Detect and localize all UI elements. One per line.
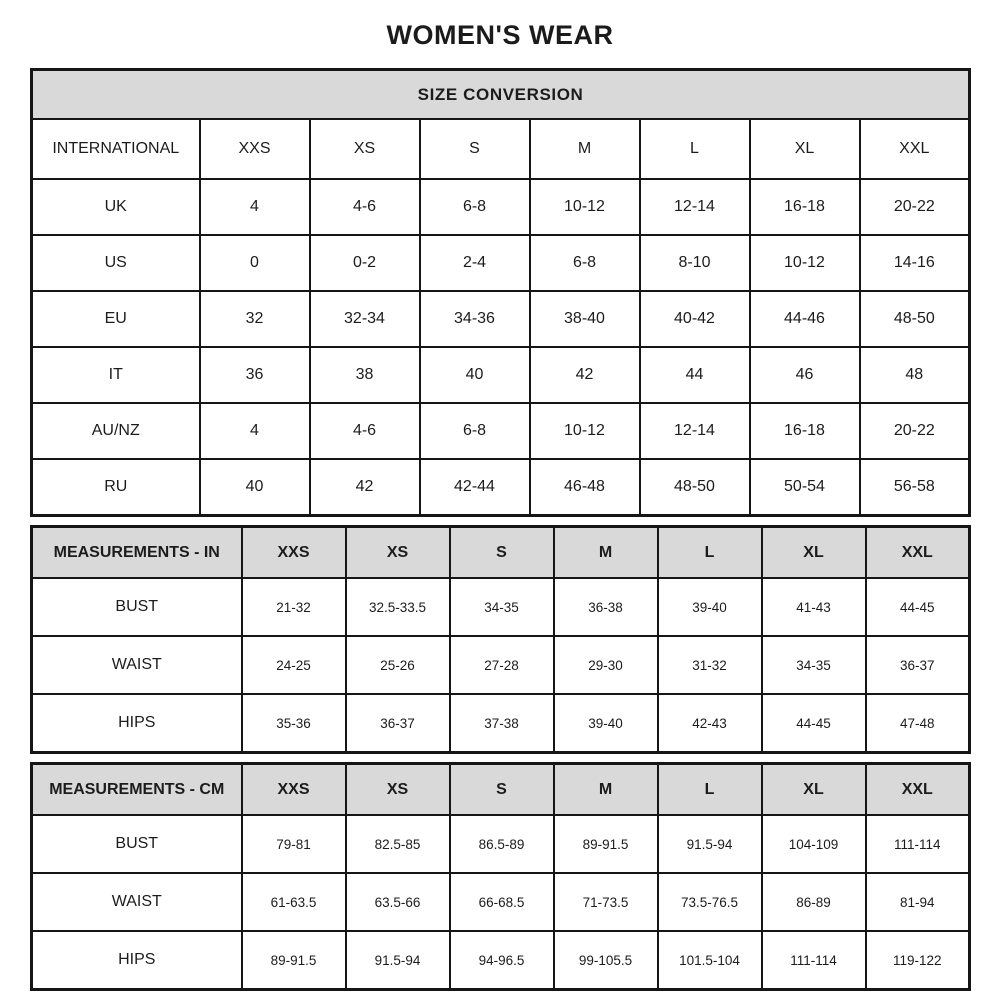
table-row xyxy=(32,873,970,931)
size-value-cell: 6-8 xyxy=(420,403,530,459)
size-value-cell: 20-22 xyxy=(860,179,970,235)
column-header: XS xyxy=(310,119,420,179)
table-row xyxy=(32,931,970,990)
row-label: RU xyxy=(32,459,200,516)
size-value-cell: 34-36 xyxy=(420,291,530,347)
table-row xyxy=(32,636,970,694)
row-label: BUST xyxy=(32,815,242,873)
table-title: MEASUREMENTS - CM xyxy=(32,764,242,816)
table-row xyxy=(32,235,970,291)
column-header: XXS xyxy=(242,764,346,816)
measurement-value-cell: 47-48 xyxy=(866,694,970,753)
size-value-cell: 14-16 xyxy=(860,235,970,291)
measurement-value-cell: 86-89 xyxy=(762,873,866,931)
measurement-value-cell: 29-30 xyxy=(554,636,658,694)
table-row xyxy=(32,578,970,636)
table-row xyxy=(32,179,970,235)
measurement-value-cell: 37-38 xyxy=(450,694,554,753)
column-header: XXL xyxy=(860,119,970,179)
measurement-value-cell: 42-43 xyxy=(658,694,762,753)
table-row xyxy=(32,291,970,347)
measurement-value-cell: 44-45 xyxy=(866,578,970,636)
measurement-value-cell: 66-68.5 xyxy=(450,873,554,931)
row-label: UK xyxy=(32,179,200,235)
measurement-value-cell: 89-91.5 xyxy=(554,815,658,873)
measurement-value-cell: 81-94 xyxy=(866,873,970,931)
measurement-value-cell: 94-96.5 xyxy=(450,931,554,990)
size-value-cell: 20-22 xyxy=(860,403,970,459)
size-value-cell: 4-6 xyxy=(310,403,420,459)
column-header: M xyxy=(530,119,640,179)
size-value-cell: 4-6 xyxy=(310,179,420,235)
measurement-value-cell: 39-40 xyxy=(658,578,762,636)
size-value-cell: 6-8 xyxy=(530,235,640,291)
measurement-value-cell: 41-43 xyxy=(762,578,866,636)
column-header: XL xyxy=(750,119,860,179)
row-label: US xyxy=(32,235,200,291)
size-value-cell: 0 xyxy=(200,235,310,291)
size-value-cell: 38 xyxy=(310,347,420,403)
row-label: WAIST xyxy=(32,636,242,694)
table-row xyxy=(32,815,970,873)
column-header-row xyxy=(32,119,970,179)
size-value-cell: 32-34 xyxy=(310,291,420,347)
size-value-cell: 40-42 xyxy=(640,291,750,347)
column-header: S xyxy=(450,764,554,816)
column-header: M xyxy=(554,764,658,816)
measurement-value-cell: 24-25 xyxy=(242,636,346,694)
measurement-value-cell: 61-63.5 xyxy=(242,873,346,931)
measurements-cm-table xyxy=(30,762,971,991)
measurement-value-cell: 21-32 xyxy=(242,578,346,636)
measurement-value-cell: 82.5-85 xyxy=(346,815,450,873)
measurement-value-cell: 32.5-33.5 xyxy=(346,578,450,636)
measurement-value-cell: 25-26 xyxy=(346,636,450,694)
size-value-cell: 42 xyxy=(530,347,640,403)
size-value-cell: 16-18 xyxy=(750,403,860,459)
size-value-cell: 40 xyxy=(420,347,530,403)
column-header: S xyxy=(420,119,530,179)
measurement-value-cell: 111-114 xyxy=(762,931,866,990)
measurement-value-cell: 104-109 xyxy=(762,815,866,873)
size-value-cell: 56-58 xyxy=(860,459,970,516)
row-label: WAIST xyxy=(32,873,242,931)
measurement-value-cell: 91.5-94 xyxy=(346,931,450,990)
table-row xyxy=(32,403,970,459)
size-value-cell: 38-40 xyxy=(530,291,640,347)
row-label: EU xyxy=(32,291,200,347)
size-value-cell: 46 xyxy=(750,347,860,403)
row-label: IT xyxy=(32,347,200,403)
column-header: XS xyxy=(346,527,450,579)
column-header-row xyxy=(32,764,970,816)
measurement-value-cell: 71-73.5 xyxy=(554,873,658,931)
table-title: MEASUREMENTS - IN xyxy=(32,527,242,579)
measurement-value-cell: 99-105.5 xyxy=(554,931,658,990)
column-header: M xyxy=(554,527,658,579)
column-header: S xyxy=(450,527,554,579)
column-header: XXS xyxy=(242,527,346,579)
measurement-value-cell: 101.5-104 xyxy=(658,931,762,990)
size-value-cell: 48 xyxy=(860,347,970,403)
measurement-value-cell: 36-37 xyxy=(346,694,450,753)
size-value-cell: 10-12 xyxy=(530,403,640,459)
column-header: XXS xyxy=(200,119,310,179)
size-value-cell: 10-12 xyxy=(530,179,640,235)
row-label: HIPS xyxy=(32,931,242,990)
size-value-cell: 2-4 xyxy=(420,235,530,291)
column-header: XL xyxy=(762,764,866,816)
table-banner-row xyxy=(32,70,970,120)
measurement-value-cell: 31-32 xyxy=(658,636,762,694)
measurement-value-cell: 111-114 xyxy=(866,815,970,873)
size-value-cell: 8-10 xyxy=(640,235,750,291)
column-header: L xyxy=(658,764,762,816)
column-header: XS xyxy=(346,764,450,816)
table-row xyxy=(32,694,970,753)
measurement-value-cell: 89-91.5 xyxy=(242,931,346,990)
size-value-cell: 12-14 xyxy=(640,403,750,459)
size-value-cell: 50-54 xyxy=(750,459,860,516)
measurement-value-cell: 34-35 xyxy=(762,636,866,694)
size-value-cell: 6-8 xyxy=(420,179,530,235)
size-value-cell: 40 xyxy=(200,459,310,516)
row-label: AU/NZ xyxy=(32,403,200,459)
table-row xyxy=(32,459,970,516)
measurement-value-cell: 63.5-66 xyxy=(346,873,450,931)
size-conversion-table xyxy=(30,68,971,517)
table-title: SIZE CONVERSION xyxy=(32,70,970,120)
page-title: WOMEN'S WEAR xyxy=(386,20,614,50)
size-value-cell: 32 xyxy=(200,291,310,347)
size-value-cell: 48-50 xyxy=(860,291,970,347)
column-header: XXL xyxy=(866,764,970,816)
measurement-value-cell: 27-28 xyxy=(450,636,554,694)
size-value-cell: 4 xyxy=(200,179,310,235)
row-label: BUST xyxy=(32,578,242,636)
size-value-cell: 48-50 xyxy=(640,459,750,516)
size-value-cell: 42 xyxy=(310,459,420,516)
column-header: L xyxy=(658,527,762,579)
column-header: XXL xyxy=(866,527,970,579)
size-value-cell: 12-14 xyxy=(640,179,750,235)
table-row xyxy=(32,347,970,403)
size-value-cell: 10-12 xyxy=(750,235,860,291)
size-value-cell: 16-18 xyxy=(750,179,860,235)
measurement-value-cell: 34-35 xyxy=(450,578,554,636)
column-header: INTERNATIONAL xyxy=(32,119,200,179)
measurement-value-cell: 73.5-76.5 xyxy=(658,873,762,931)
measurement-value-cell: 119-122 xyxy=(866,931,970,990)
measurement-value-cell: 39-40 xyxy=(554,694,658,753)
size-value-cell: 44-46 xyxy=(750,291,860,347)
measurements-in-table xyxy=(30,525,971,754)
size-value-cell: 46-48 xyxy=(530,459,640,516)
column-header-row xyxy=(32,527,970,579)
size-value-cell: 44 xyxy=(640,347,750,403)
measurement-value-cell: 79-81 xyxy=(242,815,346,873)
row-label: HIPS xyxy=(32,694,242,753)
measurement-value-cell: 91.5-94 xyxy=(658,815,762,873)
measurement-value-cell: 36-37 xyxy=(866,636,970,694)
column-header: XL xyxy=(762,527,866,579)
measurement-value-cell: 86.5-89 xyxy=(450,815,554,873)
column-header: L xyxy=(640,119,750,179)
measurement-value-cell: 35-36 xyxy=(242,694,346,753)
size-value-cell: 36 xyxy=(200,347,310,403)
measurement-value-cell: 36-38 xyxy=(554,578,658,636)
size-value-cell: 42-44 xyxy=(420,459,530,516)
size-value-cell: 0-2 xyxy=(310,235,420,291)
measurement-value-cell: 44-45 xyxy=(762,694,866,753)
size-value-cell: 4 xyxy=(200,403,310,459)
